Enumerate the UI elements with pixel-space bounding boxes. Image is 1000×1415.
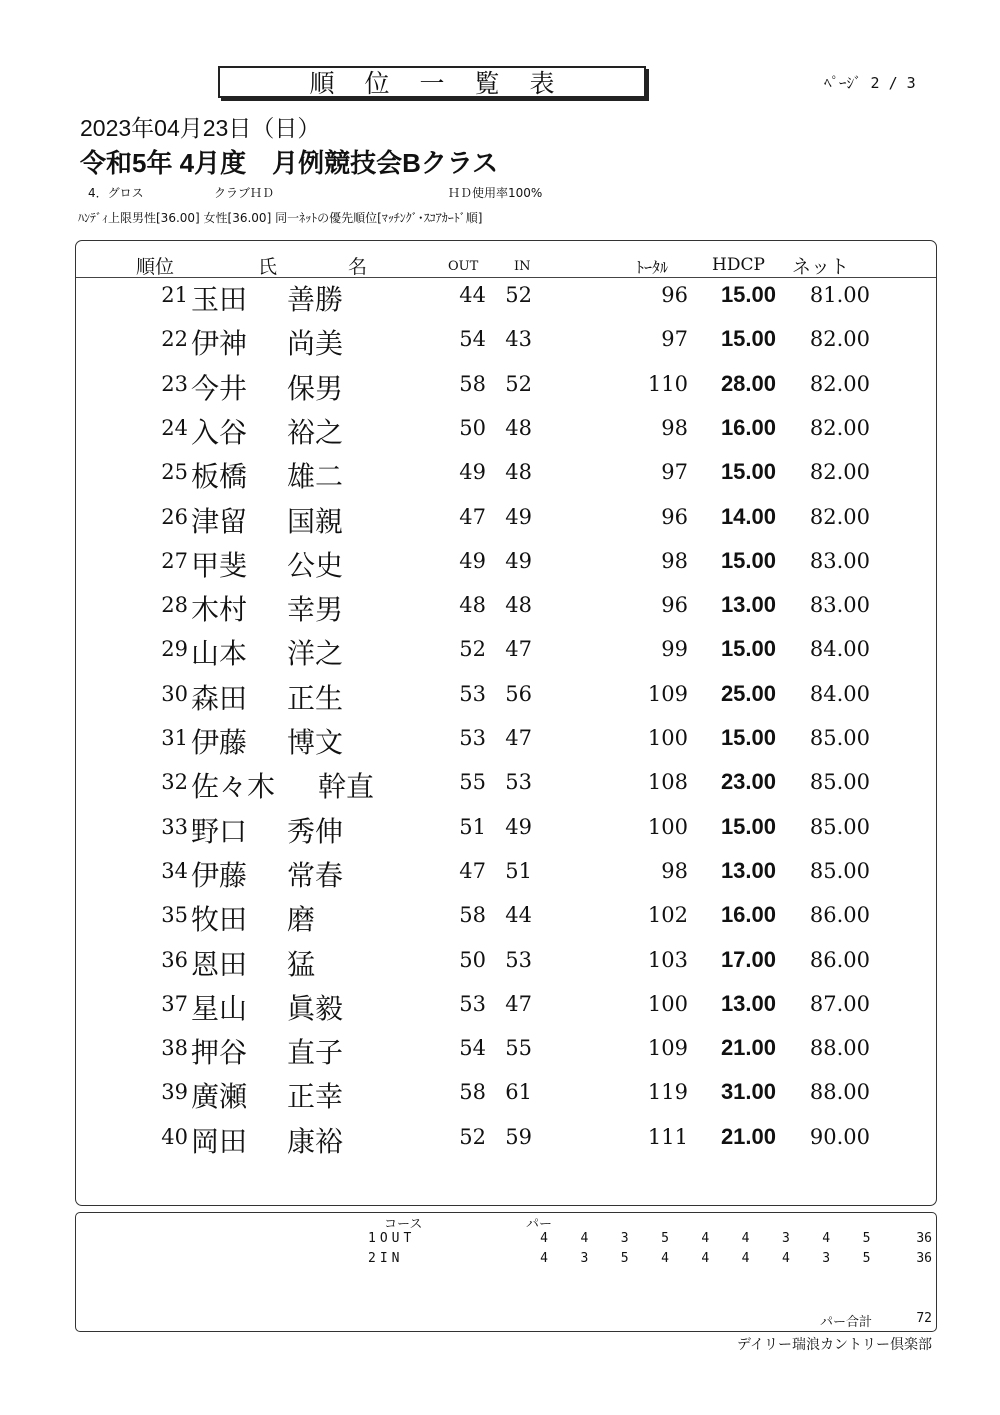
par-hole-value: 4 bbox=[701, 1251, 710, 1266]
table-row bbox=[0, 765, 1000, 809]
out-score-cell: 50 bbox=[459, 947, 486, 972]
family-name-cell: 恩田 bbox=[191, 947, 248, 981]
given-name-cell: 幹直 bbox=[318, 770, 375, 804]
given-name-cell: 直子 bbox=[287, 1036, 344, 1070]
in-score-cell: 47 bbox=[505, 637, 532, 662]
par-course-total: 36 bbox=[916, 1251, 932, 1266]
col-net: ネット bbox=[792, 256, 850, 278]
rank-cell: 29 bbox=[161, 637, 188, 662]
given-name-cell: 秀伸 bbox=[287, 814, 344, 848]
given-name-cell: 公史 bbox=[287, 548, 344, 582]
net-score-cell: 81.00 bbox=[809, 283, 870, 307]
rank-cell: 24 bbox=[161, 415, 188, 440]
net-score-cell: 86.00 bbox=[809, 903, 870, 928]
out-score-cell: 51 bbox=[459, 814, 486, 839]
net-score-cell: 85.00 bbox=[809, 726, 870, 750]
par-hole-value: 3 bbox=[580, 1251, 589, 1266]
out-score-cell: 53 bbox=[459, 726, 486, 750]
hdcp-cell: 16.00 bbox=[720, 902, 776, 928]
given-name-cell: 眞毅 bbox=[287, 991, 344, 1025]
par-hole-value: 3 bbox=[822, 1251, 831, 1266]
par-hole-value: 4 bbox=[540, 1231, 548, 1246]
par-hole-value: 4 bbox=[661, 1251, 669, 1266]
total-score-cell: 102 bbox=[647, 903, 688, 928]
rank-cell: 37 bbox=[161, 991, 188, 1016]
table-row bbox=[0, 588, 1000, 632]
given-name-cell: 正生 bbox=[287, 681, 344, 715]
in-score-cell: 55 bbox=[505, 1036, 532, 1061]
total-score-cell: 111 bbox=[647, 1124, 688, 1149]
total-score-cell: 110 bbox=[647, 371, 688, 396]
net-score-cell: 90.00 bbox=[809, 1124, 870, 1149]
in-score-cell: 52 bbox=[505, 371, 532, 396]
hdcp-cell: 15.00 bbox=[720, 326, 776, 352]
par-table bbox=[75, 1212, 937, 1332]
total-score-cell: 103 bbox=[647, 947, 688, 972]
par-hole-value: 4 bbox=[781, 1251, 790, 1266]
total-score-cell: 98 bbox=[661, 548, 688, 573]
out-score-cell: 58 bbox=[459, 1080, 486, 1105]
total-score-cell: 98 bbox=[661, 415, 688, 440]
family-name-cell: 岡田 bbox=[191, 1124, 248, 1158]
in-score-cell: 47 bbox=[505, 991, 532, 1016]
table-row bbox=[0, 898, 1000, 942]
document-title: 順位一覧表 bbox=[218, 66, 646, 98]
rank-cell: 38 bbox=[161, 1036, 188, 1061]
col-rank: 順位 bbox=[136, 256, 175, 278]
out-score-cell: 58 bbox=[459, 371, 486, 396]
out-score-cell: 54 bbox=[459, 1036, 486, 1061]
par-hole-value: 4 bbox=[741, 1231, 750, 1246]
given-name-cell: 康裕 bbox=[287, 1124, 344, 1158]
hdcp-cell: 15.00 bbox=[720, 547, 776, 573]
given-name-cell: 常春 bbox=[287, 858, 344, 892]
family-name-cell: 伊藤 bbox=[191, 726, 248, 759]
total-score-cell: 100 bbox=[647, 726, 688, 750]
given-name-cell: 国親 bbox=[287, 504, 344, 538]
par-hole-value: 4 bbox=[741, 1251, 750, 1266]
family-name-cell: 押谷 bbox=[191, 1036, 248, 1070]
in-score-cell: 49 bbox=[505, 504, 532, 529]
family-name-cell: 野口 bbox=[191, 814, 248, 848]
net-score-cell: 86.00 bbox=[809, 947, 870, 972]
given-name-cell: 幸男 bbox=[287, 593, 344, 627]
par-label: パー bbox=[526, 1217, 553, 1232]
total-score-cell: 96 bbox=[661, 283, 688, 307]
given-name-cell: 猛 bbox=[287, 947, 316, 981]
table-row bbox=[0, 455, 1000, 499]
col-name-family: 氏 bbox=[258, 256, 278, 278]
rank-cell: 33 bbox=[161, 814, 188, 839]
hdcp-cell: 15.00 bbox=[720, 813, 776, 839]
net-score-cell: 87.00 bbox=[809, 991, 870, 1016]
handicap-type: クラブＨＤ bbox=[214, 186, 275, 200]
hdcp-cell: 23.00 bbox=[720, 769, 776, 795]
total-score-cell: 109 bbox=[647, 1036, 688, 1061]
out-score-cell: 44 bbox=[459, 283, 486, 307]
scoring-format: 4．グロス bbox=[88, 186, 144, 200]
rank-cell: 27 bbox=[161, 548, 188, 573]
rank-cell: 36 bbox=[161, 947, 188, 972]
in-score-cell: 44 bbox=[505, 903, 532, 928]
total-score-cell: 98 bbox=[661, 858, 688, 883]
table-row bbox=[0, 411, 1000, 455]
in-score-cell: 59 bbox=[505, 1124, 532, 1149]
table-row bbox=[0, 544, 1000, 588]
hdcp-cell: 16.00 bbox=[720, 414, 776, 440]
total-score-cell: 99 bbox=[661, 637, 688, 662]
page-number: ﾍﾟｰｼﾞ 2 / 3 bbox=[824, 74, 916, 92]
par-hole-value: 4 bbox=[822, 1231, 831, 1246]
event-date: 2023年04月23日（日） bbox=[80, 115, 321, 141]
net-score-cell: 84.00 bbox=[809, 681, 870, 706]
family-name-cell: 廣瀬 bbox=[191, 1080, 248, 1114]
rank-cell: 21 bbox=[161, 283, 188, 307]
in-score-cell: 48 bbox=[505, 460, 532, 485]
net-score-cell: 88.00 bbox=[809, 1036, 870, 1061]
table-row bbox=[0, 632, 1000, 676]
rank-cell: 34 bbox=[161, 858, 188, 883]
rank-cell: 22 bbox=[161, 327, 188, 352]
table-row bbox=[0, 854, 1000, 898]
family-name-cell: 津留 bbox=[191, 504, 248, 538]
par-hole-value: 5 bbox=[862, 1231, 871, 1246]
given-name-cell: 保男 bbox=[287, 371, 344, 405]
par-course-name: 2IN bbox=[368, 1251, 404, 1266]
par-hole-value: 3 bbox=[620, 1231, 629, 1246]
par-hole-value: 5 bbox=[862, 1251, 871, 1266]
net-score-cell: 85.00 bbox=[809, 858, 870, 883]
total-score-cell: 100 bbox=[647, 814, 688, 839]
in-score-cell: 52 bbox=[505, 283, 532, 307]
par-total-value: 72 bbox=[916, 1311, 932, 1326]
net-score-cell: 84.00 bbox=[809, 637, 870, 662]
in-score-cell: 53 bbox=[505, 947, 532, 972]
out-score-cell: 49 bbox=[459, 548, 486, 573]
family-name-cell: 佐々木 bbox=[191, 770, 276, 804]
hdcp-cell: 13.00 bbox=[720, 990, 776, 1016]
table-row bbox=[0, 721, 1000, 765]
par-course-total: 36 bbox=[916, 1231, 932, 1246]
table-row bbox=[0, 810, 1000, 854]
family-name-cell: 玉田 bbox=[191, 283, 248, 316]
hdcp-cell: 13.00 bbox=[720, 592, 776, 618]
rank-cell: 39 bbox=[161, 1080, 188, 1105]
par-hole-value: 3 bbox=[781, 1231, 790, 1246]
rank-cell: 31 bbox=[161, 726, 188, 750]
given-name-cell: 博文 bbox=[287, 726, 344, 759]
out-score-cell: 52 bbox=[459, 637, 486, 662]
rank-cell: 32 bbox=[161, 770, 188, 795]
net-score-cell: 82.00 bbox=[809, 371, 870, 396]
table-row bbox=[0, 278, 1000, 322]
col-out: OUT bbox=[448, 259, 479, 274]
net-score-cell: 82.00 bbox=[809, 460, 870, 485]
col-in: IN bbox=[514, 259, 531, 274]
family-name-cell: 伊藤 bbox=[191, 858, 248, 892]
total-score-cell: 119 bbox=[647, 1080, 688, 1105]
out-score-cell: 52 bbox=[459, 1124, 486, 1149]
in-score-cell: 49 bbox=[505, 814, 532, 839]
club-name: デイリー瑞浪カントリー倶楽部 bbox=[736, 1337, 932, 1353]
hdcp-cell: 21.00 bbox=[720, 1123, 776, 1149]
hdcp-cell: 15.00 bbox=[720, 636, 776, 662]
net-score-cell: 83.00 bbox=[809, 548, 870, 573]
rank-cell: 30 bbox=[161, 681, 188, 706]
family-name-cell: 星山 bbox=[191, 991, 248, 1025]
par-hole-value: 4 bbox=[540, 1251, 548, 1266]
family-name-cell: 山本 bbox=[191, 637, 248, 671]
given-name-cell: 洋之 bbox=[287, 637, 344, 671]
hdcp-cell: 17.00 bbox=[720, 946, 776, 972]
par-total-label: パー合計 bbox=[820, 1315, 873, 1330]
table-row bbox=[0, 1031, 1000, 1075]
in-score-cell: 43 bbox=[505, 327, 532, 352]
in-score-cell: 56 bbox=[505, 681, 532, 706]
par-hole-value: 4 bbox=[701, 1231, 710, 1246]
in-score-cell: 49 bbox=[505, 548, 532, 573]
total-score-cell: 96 bbox=[661, 504, 688, 529]
net-score-cell: 82.00 bbox=[809, 415, 870, 440]
total-score-cell: 97 bbox=[661, 460, 688, 485]
rank-cell: 25 bbox=[161, 460, 188, 485]
out-score-cell: 49 bbox=[459, 460, 486, 485]
hdcp-cell: 13.00 bbox=[720, 857, 776, 883]
given-name-cell: 磨 bbox=[287, 903, 316, 937]
table-row bbox=[0, 367, 1000, 411]
hdcp-cell: 15.00 bbox=[720, 459, 776, 485]
rank-cell: 40 bbox=[161, 1124, 188, 1149]
in-score-cell: 48 bbox=[505, 415, 532, 440]
net-score-cell: 88.00 bbox=[809, 1080, 870, 1105]
table-row bbox=[0, 500, 1000, 544]
rank-cell: 35 bbox=[161, 903, 188, 928]
family-name-cell: 板橋 bbox=[191, 460, 248, 494]
family-name-cell: 伊神 bbox=[191, 327, 248, 361]
out-score-cell: 47 bbox=[459, 858, 486, 883]
total-score-cell: 109 bbox=[647, 681, 688, 706]
hdcp-cell: 28.00 bbox=[720, 370, 776, 396]
family-name-cell: 木村 bbox=[191, 593, 248, 627]
out-score-cell: 58 bbox=[459, 903, 486, 928]
family-name-cell: 今井 bbox=[191, 371, 248, 405]
in-score-cell: 51 bbox=[505, 858, 532, 883]
given-name-cell: 正幸 bbox=[287, 1080, 344, 1114]
in-score-cell: 47 bbox=[505, 726, 532, 750]
net-score-cell: 82.00 bbox=[809, 327, 870, 352]
col-name-given: 名 bbox=[348, 256, 368, 278]
hdcp-cell: 15.00 bbox=[720, 725, 776, 750]
par-hole-value: 4 bbox=[580, 1231, 589, 1246]
table-row bbox=[0, 677, 1000, 721]
par-hole-value: 5 bbox=[620, 1251, 629, 1266]
family-name-cell: 甲斐 bbox=[191, 548, 248, 582]
hdcp-cell: 31.00 bbox=[720, 1079, 776, 1105]
hdcp-cell: 25.00 bbox=[720, 680, 776, 706]
handicap-note: ﾊﾝﾃﾞｨ上限男性[36.00] 女性[36.00] 同一ﾈｯﾄの優先順位[ﾏｯﾁﾝｸﾞ･ｽｺｱｶｰﾄﾞ順] bbox=[78, 211, 483, 225]
par-course-name: 1OUT bbox=[368, 1231, 416, 1246]
event-title: 令和5年 4月度 月例競技会Bクラス bbox=[80, 148, 499, 178]
total-score-cell: 97 bbox=[661, 327, 688, 352]
table-row bbox=[0, 1075, 1000, 1119]
rank-cell: 28 bbox=[161, 593, 188, 618]
in-score-cell: 48 bbox=[505, 593, 532, 618]
in-score-cell: 53 bbox=[505, 770, 532, 795]
given-name-cell: 裕之 bbox=[287, 415, 344, 449]
net-score-cell: 85.00 bbox=[809, 770, 870, 795]
table-row bbox=[0, 322, 1000, 366]
net-score-cell: 85.00 bbox=[809, 814, 870, 839]
given-name-cell: 尚美 bbox=[287, 327, 344, 361]
rank-cell: 26 bbox=[161, 504, 188, 529]
total-score-cell: 96 bbox=[661, 593, 688, 618]
par-course-label: コース bbox=[384, 1217, 423, 1232]
given-name-cell: 善勝 bbox=[287, 283, 344, 316]
table-row bbox=[0, 1120, 1000, 1164]
out-score-cell: 53 bbox=[459, 991, 486, 1016]
out-score-cell: 47 bbox=[459, 504, 486, 529]
hdcp-cell: 21.00 bbox=[720, 1035, 776, 1061]
par-hole-value: 5 bbox=[661, 1231, 669, 1246]
net-score-cell: 83.00 bbox=[809, 593, 870, 618]
net-score-cell: 82.00 bbox=[809, 504, 870, 529]
hdcp-cell: 14.00 bbox=[720, 503, 776, 529]
out-score-cell: 50 bbox=[459, 415, 486, 440]
in-score-cell: 61 bbox=[505, 1080, 532, 1105]
out-score-cell: 55 bbox=[459, 770, 486, 795]
given-name-cell: 雄二 bbox=[287, 460, 344, 494]
out-score-cell: 48 bbox=[459, 593, 486, 618]
family-name-cell: 牧田 bbox=[191, 903, 248, 937]
rank-cell: 23 bbox=[161, 371, 188, 396]
family-name-cell: 森田 bbox=[191, 681, 248, 715]
family-name-cell: 入谷 bbox=[191, 415, 248, 449]
total-score-cell: 100 bbox=[647, 991, 688, 1016]
table-row bbox=[0, 987, 1000, 1031]
col-hdcp: HDCP bbox=[712, 255, 765, 275]
col-total: ﾄｰﾀﾙ bbox=[636, 258, 669, 277]
table-row bbox=[0, 943, 1000, 987]
out-score-cell: 54 bbox=[459, 327, 486, 352]
handicap-rate: ＨＤ使用率100% bbox=[448, 186, 543, 200]
hdcp-cell: 15.00 bbox=[720, 282, 776, 307]
out-score-cell: 53 bbox=[459, 681, 486, 706]
total-score-cell: 108 bbox=[647, 770, 688, 795]
